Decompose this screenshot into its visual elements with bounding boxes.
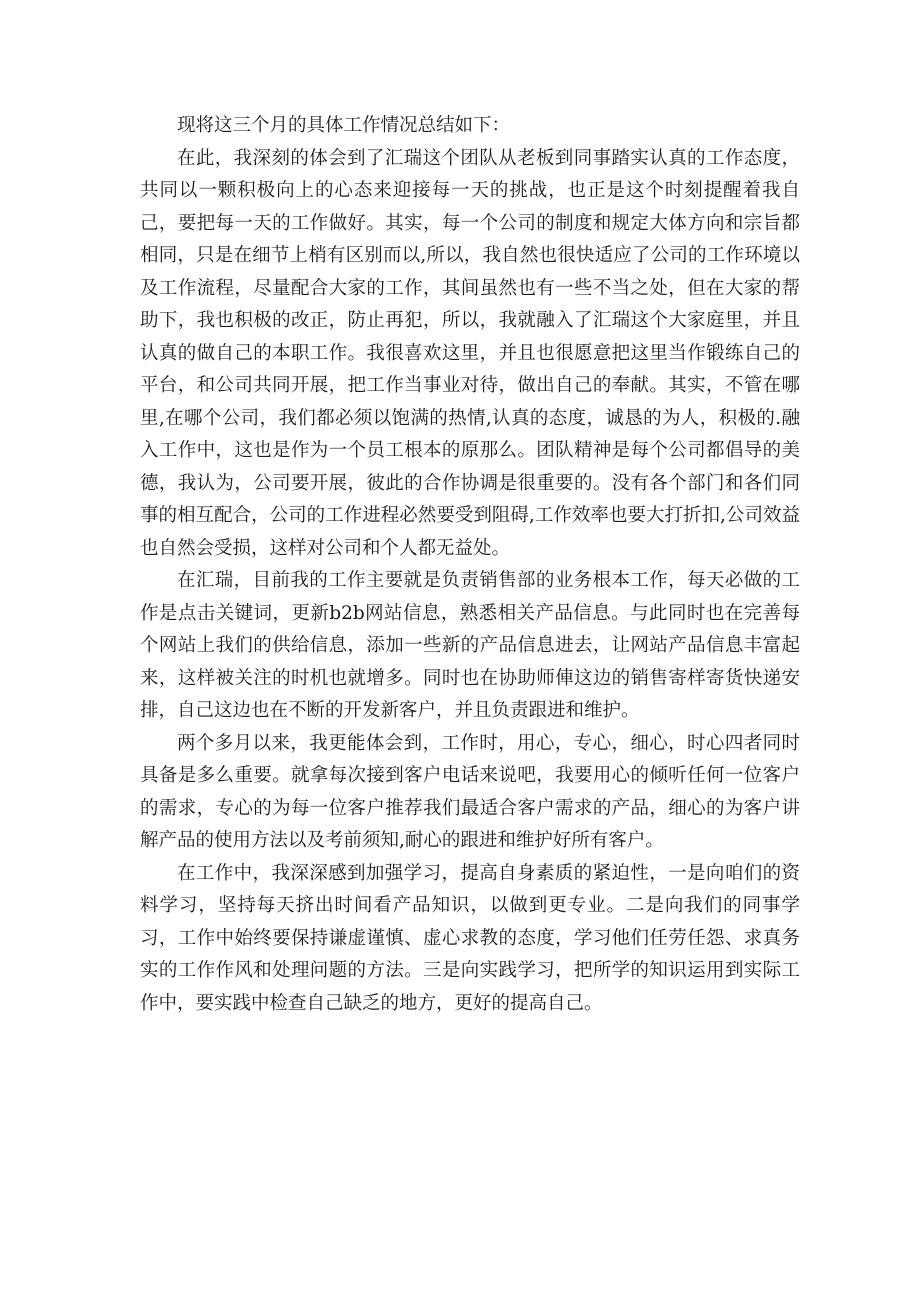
paragraph-job-duties: 在汇瑞，目前我的工作主要就是负责销售部的业务根本工作，每天必做的工作是点击关键词，更新b2b网站信息，熟悉相关产品信息。与此同时也在完善每个网站上我们的供给信息，添加一些新的产品信息进去，让网站产品信息丰富起来，这样被关注的时机也就增多。同时也在协助师俥这边的销售寄样寄货快递安排，自己这边也在不断的开发新客户，并且负责跟进和维护。	[140, 570, 800, 721]
document-page	[140, 110, 800, 1020]
paragraph-learning: 在工作中，我深深感到加强学习，提高自身素质的紧迫性，一是向咱们的资料学习，坚持每天挤出时间看产品知识，以做到更专业。二是向我们的同事学习，工作中始终要保持谦虚谨慎、虚心求教的态度，学习他们任劳任怨、求真务实的工作作风和处理问题的方法。三是向实践学习，把所学的知识运用到实际工作中，要实践中检查自己缺乏的地方，更好的提高自己。	[140, 862, 800, 1014]
paragraph-customer-service: 两个多月以来，我更能体会到，工作时，用心，专心，细心，时心四者同时具备是多么重要。就拿每次接到客户电话来说吧，我要用心的倾听任何一位客户的需求，专心的为每一位客户推荐我们最适合客户需求的产品，细心的为客户讲解产品的使用方法以及考前须知,耐心的跟进和维护好所有客户。	[140, 732, 800, 851]
paragraph-intro: 现将这三个月的具体工作情况总结如下：	[177, 115, 511, 136]
paragraph-team-spirit: 在此，我深刻的体会到了汇瑞这个团队从老板到同事踏实认真的工作态度，共同以一颗积极向上的心态来迎接每一天的挑战，也正是这个时刻提醒着我自己，要把每一天的工作做好。其实，每一个公司的制度和规定大体方向和宗旨都相同，只是在细节上梢有区别而以,所以，我自然也很快适应了公司的工作环境以及工作流程，尽量配合大家的工作，其间虽然也有一些不当之处，但在大家的帮助下，我也积极的改正，防止再犯，所以，我就融入了汇瑞这个大家庭里，并且认真的做自己的本职工作。我很喜欢这里，并且也很愿意把这里当作锻练自己的平台，和公司共同开展，把工作当事业对待，做出自己的奉献。其实，不管在哪里,在哪个公司，我们都必须以饱满的热情,认真的态度，诚恳的为人，积极的.融入工作中，这也是作为一个员工根本的原那么。团队精神是每个公司都倡导的美德，我认为，公司要开展，彼此的合作协调是很重要的。没有各个部门和各们同事的相互配合，公司的工作进程必然要受到阻碍,工作效率也要大打折扣,公司效益也自然会受损，这样对公司和个人都无益处。	[140, 147, 800, 559]
